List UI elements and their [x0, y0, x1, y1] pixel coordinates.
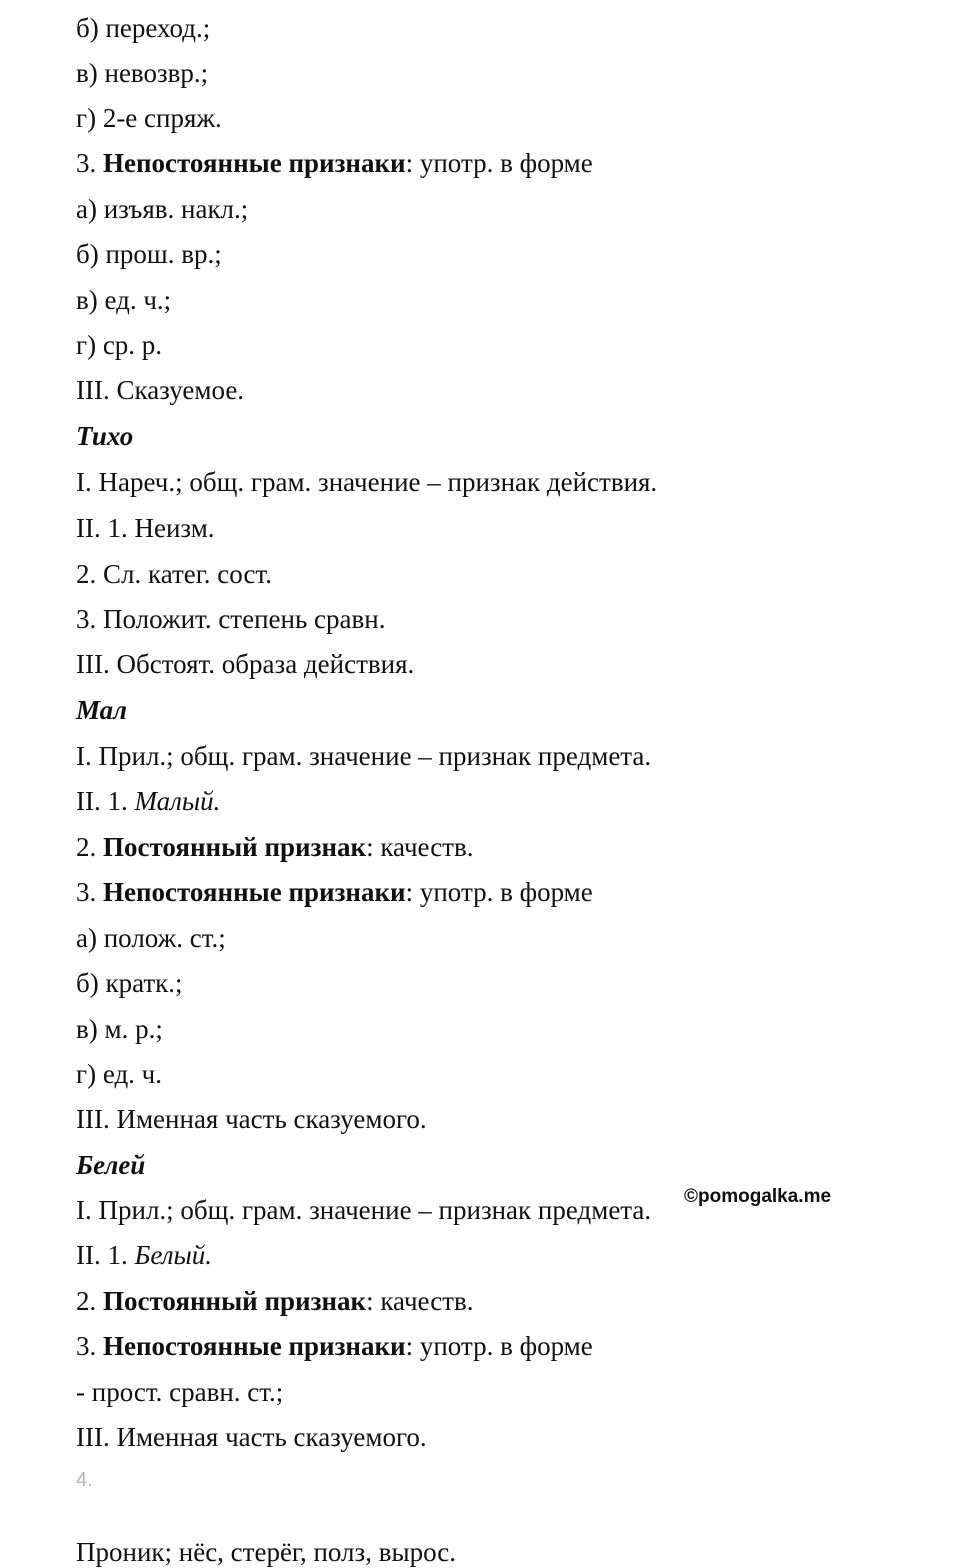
word-heading: Белей: [76, 1150, 146, 1180]
text-line: б) кратк.;: [76, 968, 183, 998]
text-line: III. Именная часть сказуемого.: [76, 1422, 427, 1452]
item-number: 3.: [76, 1331, 97, 1361]
text-line: III. Обстоят. образа действия.: [76, 649, 415, 679]
bold-term: Непостоянные признаки: [103, 877, 406, 907]
text-line: I. Прил.; общ. грам. значение – признак предмета.: [76, 741, 652, 771]
text-rest: : качеств.: [366, 832, 474, 862]
item-number: II. 1.: [76, 1240, 128, 1270]
text-line: в) ед. ч.;: [76, 285, 172, 315]
text-rest: : употр. в форме: [405, 148, 593, 178]
text-line: III. Именная часть сказуемого.: [76, 1104, 427, 1134]
item-number: 3.: [76, 148, 97, 178]
text-line: I. Прил.; общ. грам. значение – признак предмета.: [76, 1195, 652, 1225]
text-line: [76, 876, 593, 908]
text-rest: : качеств.: [366, 1286, 474, 1316]
text-line: [76, 831, 473, 863]
item-number: 2.: [76, 832, 97, 862]
text-line: 3. Положит. степень сравн.: [76, 604, 386, 634]
text-line: I. Нареч.; общ. грам. значение – признак действия.: [76, 467, 658, 497]
text-line: II. 1. Неизм.: [76, 513, 215, 543]
item-number: 2.: [76, 1286, 97, 1316]
italic-term: Белый.: [134, 1240, 213, 1270]
text-line: а) изъяв. накл.;: [76, 194, 249, 224]
text-line: г) 2-е спряж.: [76, 103, 222, 133]
bold-term: Непостоянные признаки: [103, 148, 406, 178]
bold-term: Непостоянные признаки: [103, 1331, 406, 1361]
text-line: г) ср. р.: [76, 330, 163, 360]
text-line: в) м. р.;: [76, 1014, 163, 1044]
text-line: Проник; нёс, стерёг, полз, вырос.: [76, 1537, 456, 1567]
text-line: - прост. сравн. ст.;: [76, 1377, 284, 1407]
word-heading: Тихо: [76, 421, 134, 451]
bold-term: Постоянный признак: [103, 1286, 367, 1316]
text-line: б) прош. вр.;: [76, 239, 222, 269]
text-line: г) ед. ч.: [76, 1059, 163, 1089]
text-rest: : употр. в форме: [405, 1331, 593, 1361]
text-rest: : употр. в форме: [405, 877, 593, 907]
section-number: 4.: [76, 1469, 93, 1491]
text-line: 2. Сл. катег. сост.: [76, 559, 272, 589]
bold-term: Постоянный признак: [103, 832, 367, 862]
text-line: а) полож. ст.;: [76, 923, 226, 953]
text-line: [76, 1330, 593, 1362]
text-line: [76, 147, 593, 179]
text-line: III. Сказуемое.: [76, 375, 245, 405]
text-line: [76, 1285, 473, 1317]
item-number: II. 1.: [76, 786, 128, 816]
text-line: б) переход.;: [76, 13, 211, 43]
text-line: [76, 785, 220, 817]
watermark: ©pomogalka.me: [684, 1186, 832, 1207]
text-line: [76, 1239, 212, 1271]
italic-term: Малый.: [134, 786, 221, 816]
text-line: в) невозвр.;: [76, 58, 209, 88]
word-heading: Мал: [76, 695, 127, 725]
item-number: 3.: [76, 877, 97, 907]
